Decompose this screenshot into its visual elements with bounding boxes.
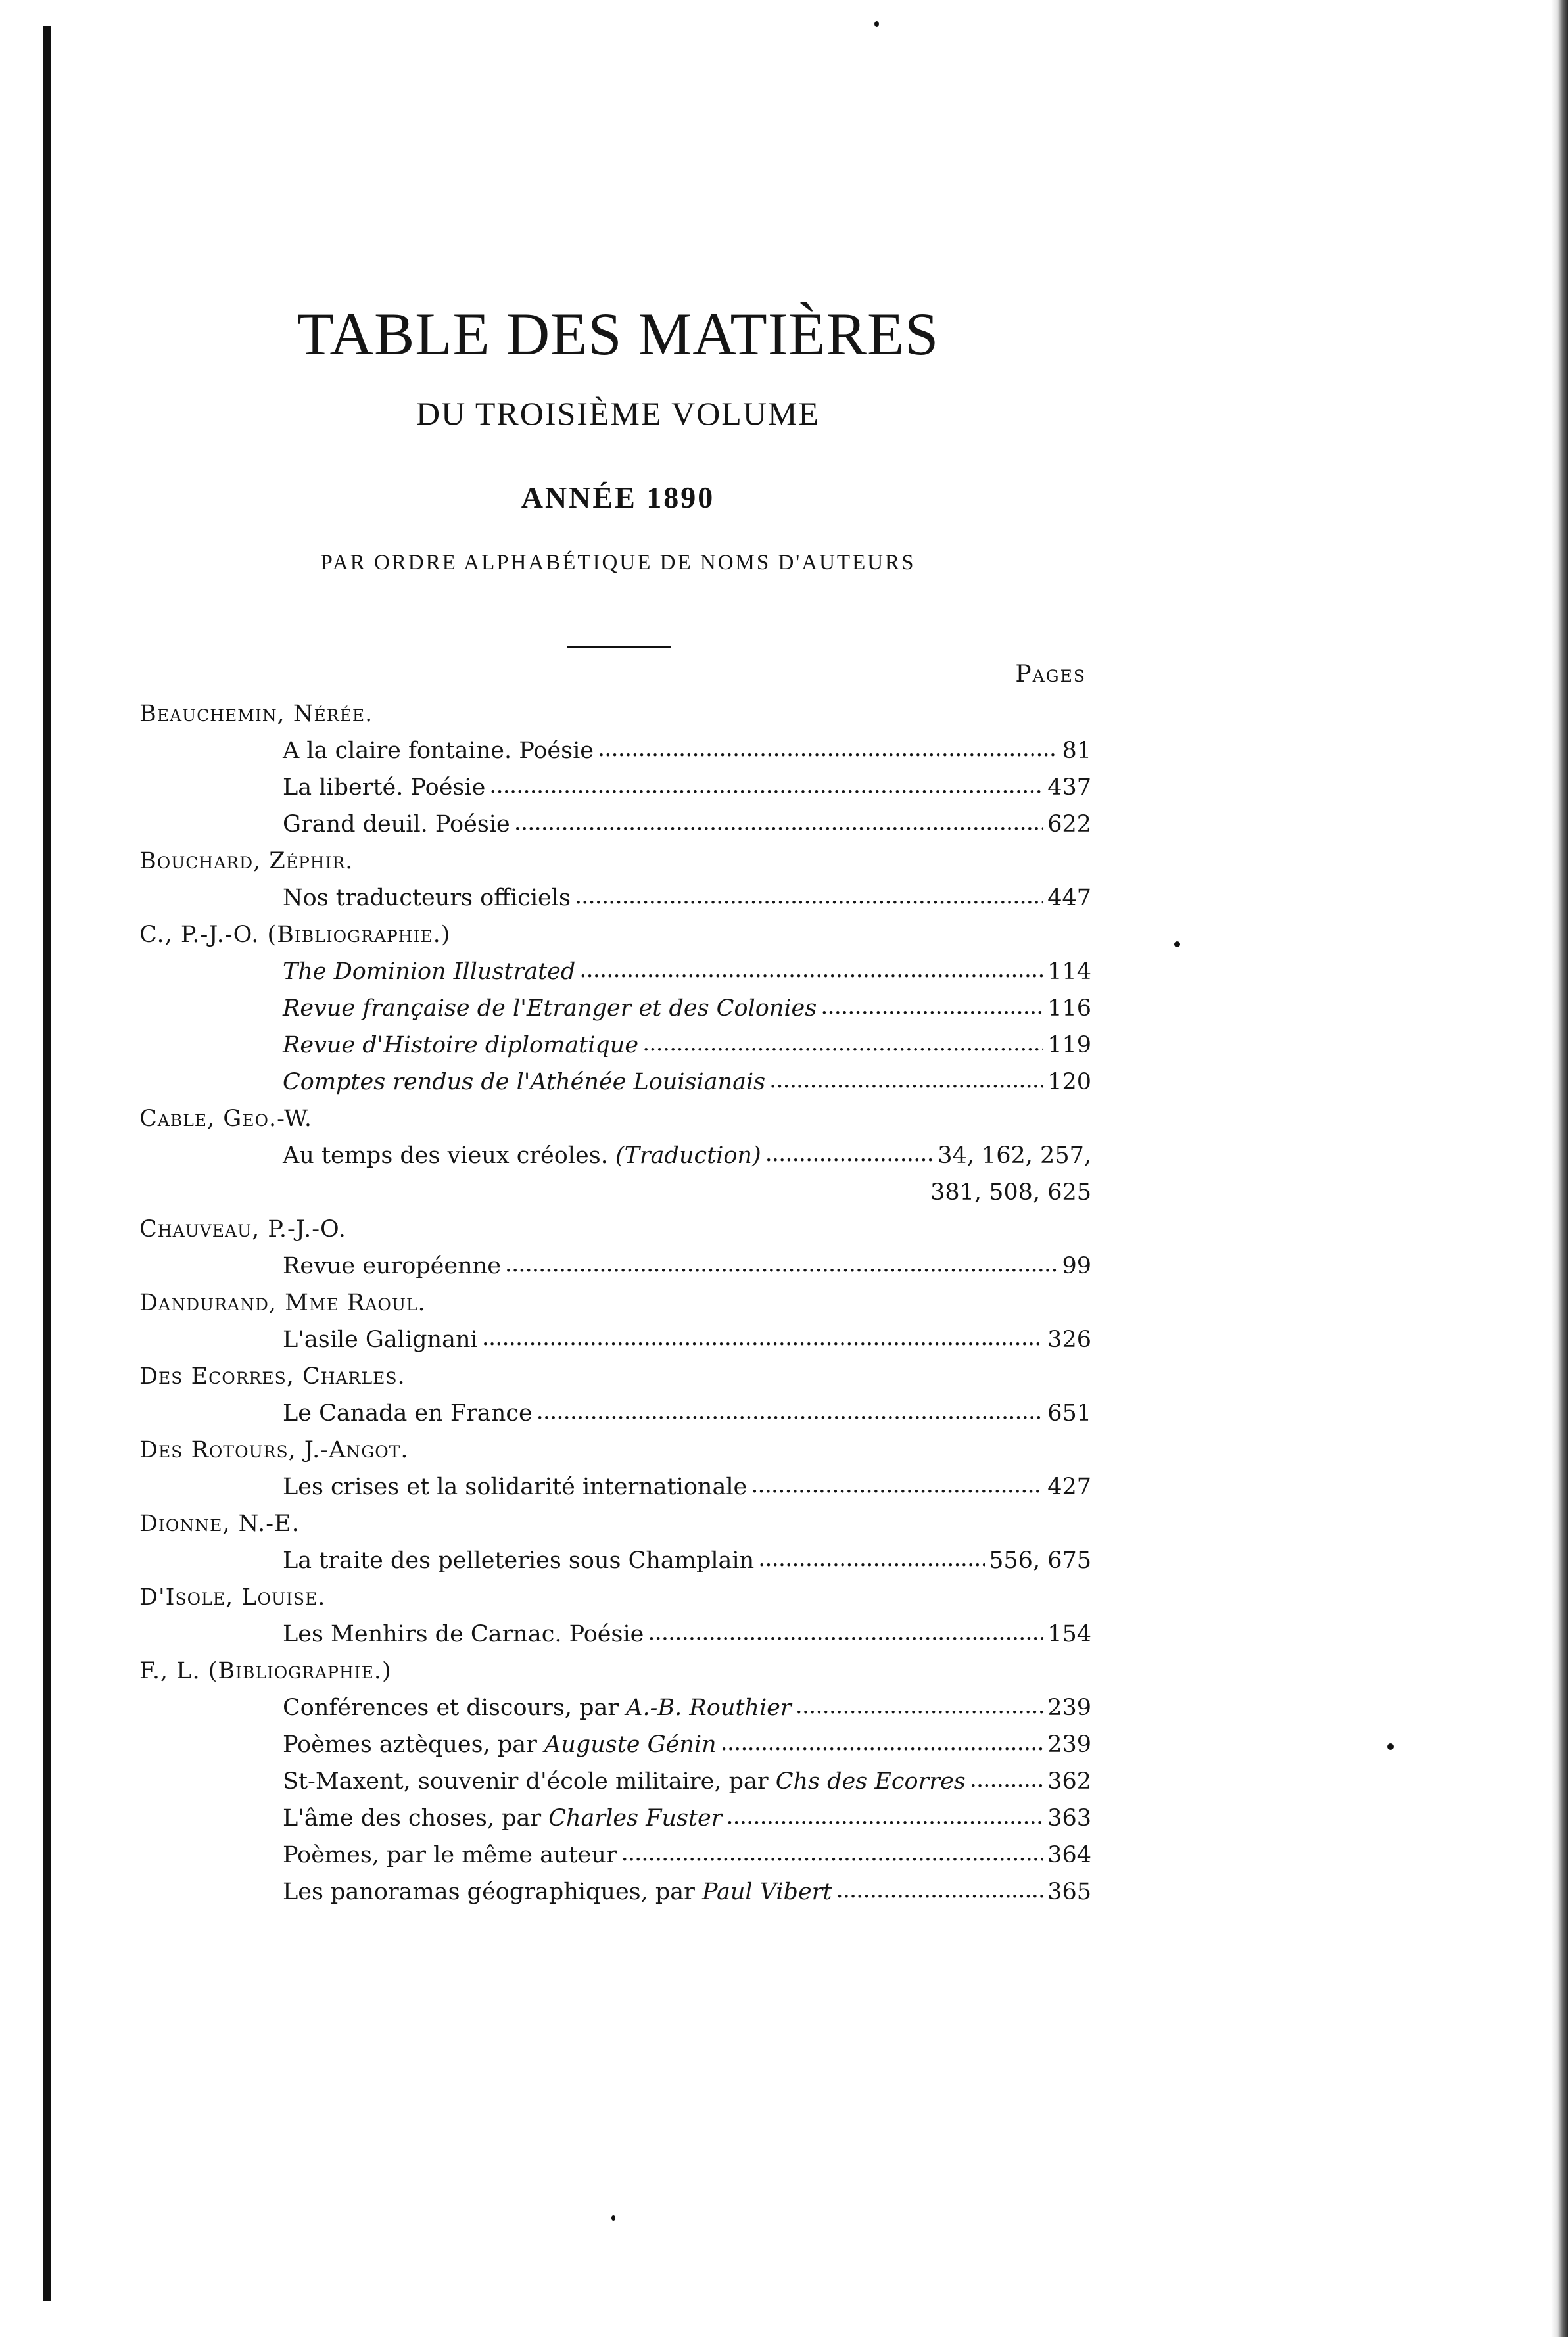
scan-speck [874, 21, 879, 27]
entry-title-text: Les crises et la solidarité internationale [283, 1474, 748, 1500]
dot-leader [751, 1467, 1043, 1503]
entry-title [283, 1874, 832, 1910]
entry-title-text: L'asile Galignani [283, 1327, 478, 1353]
entry-title-text: La traite des pelleteries sous Champlain [283, 1547, 755, 1574]
author-heading: Dandurand, Mme Raoul. [139, 1290, 426, 1316]
toc-entry [139, 732, 1091, 769]
dot-leader [505, 1246, 1058, 1283]
table-of-contents [139, 696, 1091, 1910]
scan-speck [1174, 941, 1180, 947]
author-heading: Beauchemin, Nérée. [139, 701, 373, 727]
page-subtitle: DU TROISIÈME VOLUME [416, 395, 820, 432]
toc-entry [139, 1321, 1091, 1358]
toc-entry [139, 769, 1091, 806]
page-title: TABLE DES MATIÈRES [297, 300, 939, 367]
page-number: 651 [1047, 1400, 1091, 1427]
dot-leader [970, 1761, 1044, 1798]
entry-title [283, 1726, 717, 1763]
entry-title-italic: Comptes rendus de l'Athénée Louisianais [283, 1069, 766, 1095]
page-number: 154 [1047, 1621, 1091, 1647]
page-number: 622 [1047, 811, 1091, 838]
toc-entry [139, 1542, 1091, 1579]
entry-title-text: Revue européenne [283, 1253, 501, 1279]
entry-title-text: Poèmes aztèques, par [283, 1732, 544, 1758]
volume-year: ANNÉE 1890 [521, 481, 715, 514]
entry-title-italic: Revue d'Histoire diplomatique [283, 1032, 639, 1058]
dot-leader [514, 804, 1043, 841]
page-number: 120 [1047, 1069, 1091, 1095]
page-number: 447 [1047, 885, 1091, 911]
entry-title-italic: Auguste Génin [544, 1732, 717, 1758]
dot-leader [769, 1062, 1043, 1098]
entry-title-text: Conférences et discours, par [283, 1695, 627, 1721]
page-number: 114 [1047, 958, 1091, 985]
entry-title [283, 1689, 792, 1726]
entry-title [283, 732, 594, 769]
entry-title-text: L'âme des choses, par [283, 1805, 549, 1831]
page-number: 437 [1047, 774, 1091, 801]
entry-title [283, 1542, 754, 1579]
page-number: 81 [1062, 738, 1091, 764]
entry-title-italic: The Dominion Illustrated [283, 958, 576, 985]
entry-title [283, 1064, 765, 1100]
page-number: 556, 675 [989, 1547, 1091, 1574]
dot-leader [796, 1688, 1044, 1724]
entry-title [283, 1395, 533, 1432]
page-number: 119 [1047, 1032, 1091, 1058]
toc-entry [139, 806, 1091, 843]
toc-entry [139, 1027, 1091, 1064]
entry-title [283, 1248, 501, 1285]
entry-title-italic: (Traduction) [615, 1143, 761, 1169]
page-number: 427 [1047, 1474, 1091, 1500]
entry-title [283, 1321, 478, 1358]
entry-title-text: Les Menhirs de Carnac. Poésie [283, 1621, 644, 1647]
entry-title-text: Les panoramas géographiques, par [283, 1879, 702, 1905]
page-number: 363 [1047, 1805, 1091, 1831]
author-heading: D'Isole, Louise. [139, 1584, 326, 1611]
toc-entry [139, 953, 1091, 990]
entry-title-text: Au temps des vieux créoles. [283, 1143, 615, 1169]
dot-leader [536, 1393, 1044, 1430]
header-rule [567, 646, 671, 648]
dot-leader [758, 1540, 985, 1577]
entry-title [283, 1137, 761, 1174]
entry-title [283, 806, 510, 843]
entry-title [283, 953, 575, 990]
toc-entry [139, 1726, 1091, 1763]
entry-title [283, 1027, 638, 1064]
page-number: 326 [1047, 1327, 1091, 1353]
page-number: 365 [1047, 1879, 1091, 1905]
page-number-continuation: 381, 508, 625 [930, 1179, 1091, 1206]
author-heading: Bouchard, Zéphir. [139, 848, 354, 874]
scan-speck [611, 2215, 615, 2221]
author-heading: Des Ecorres, Charles. [139, 1363, 406, 1390]
toc-entry [139, 1469, 1091, 1505]
author-heading: Dionne, N.-E. [139, 1511, 300, 1537]
toc-entry [139, 1395, 1091, 1432]
toc-entry [139, 1137, 1091, 1174]
entry-title-italic: A.-B. Routhier [626, 1695, 792, 1721]
entry-title-italic: Chs des Ecorres [775, 1768, 966, 1795]
toc-entry [139, 1837, 1091, 1874]
toc-entry [139, 1689, 1091, 1726]
pages-column-label: Pages [1015, 661, 1086, 688]
toc-entry [139, 1064, 1091, 1100]
author-heading: Cable, Geo.-W. [139, 1106, 313, 1132]
entry-title [283, 990, 817, 1027]
page-number: 362 [1047, 1768, 1091, 1795]
ordering-note: PAR ORDRE ALPHABÉTIQUE DE NOMS D'AUTEURS [320, 551, 916, 575]
dot-leader [621, 1835, 1044, 1872]
toc-entry [139, 1763, 1091, 1800]
entry-title-text: A la claire fontaine. Poésie [283, 738, 594, 764]
author-heading: Des Rotours, J.-Angot. [139, 1437, 409, 1463]
toc-entry [139, 1800, 1091, 1837]
dot-leader [726, 1798, 1043, 1835]
page-number: 116 [1047, 995, 1091, 1022]
dot-leader [648, 1614, 1043, 1651]
entry-title [283, 1800, 722, 1837]
page-number: 34, 162, 257, [938, 1143, 1091, 1169]
dot-leader [575, 878, 1043, 914]
dot-leader [482, 1319, 1044, 1356]
page-number: 239 [1047, 1695, 1091, 1721]
entry-title-text: Poèmes, par le même auteur [283, 1842, 617, 1868]
toc-entry [139, 1248, 1091, 1285]
entry-title-text: Le Canada en France [283, 1400, 533, 1427]
toc-entry [139, 1616, 1091, 1653]
entry-title [283, 1616, 644, 1653]
dot-leader [820, 988, 1043, 1025]
dot-leader [765, 1135, 934, 1172]
entry-title [283, 1837, 617, 1874]
toc-entry [139, 990, 1091, 1027]
toc-entry [139, 1874, 1091, 1910]
page-number: 364 [1047, 1842, 1091, 1868]
entry-title-text: Grand deuil. Poésie [283, 811, 510, 838]
dot-leader [598, 730, 1058, 767]
entry-title-italic: Revue française de l'Etranger et des Colonies [283, 995, 817, 1022]
author-heading: F., L. (Bibliographie.) [139, 1658, 392, 1684]
entry-title-italic: Charles Fuster [548, 1805, 723, 1831]
entry-title-italic: Paul Vibert [702, 1879, 832, 1905]
dot-leader [642, 1025, 1043, 1062]
entry-title [283, 880, 571, 916]
page-scan-edge [1551, 0, 1568, 2337]
entry-title [283, 1763, 966, 1800]
entry-title-text: La liberté. Poésie [283, 774, 486, 801]
scan-speck [1387, 1743, 1394, 1750]
dot-leader [721, 1724, 1044, 1761]
entry-title [283, 769, 485, 806]
entry-title-text: Nos traducteurs officiels [283, 885, 571, 911]
dot-leader [836, 1872, 1043, 1908]
page-number: 99 [1062, 1253, 1091, 1279]
toc-entry [139, 880, 1091, 916]
entry-title [283, 1469, 747, 1505]
dot-leader [489, 767, 1043, 804]
entry-title-text: St-Maxent, souvenir d'école militaire, par [283, 1768, 776, 1795]
author-heading: C., P.-J.-O. (Bibliographie.) [139, 922, 451, 948]
page-number: 239 [1047, 1732, 1091, 1758]
author-heading: Chauveau, P.-J.-O. [139, 1216, 346, 1242]
dot-leader [579, 951, 1043, 988]
